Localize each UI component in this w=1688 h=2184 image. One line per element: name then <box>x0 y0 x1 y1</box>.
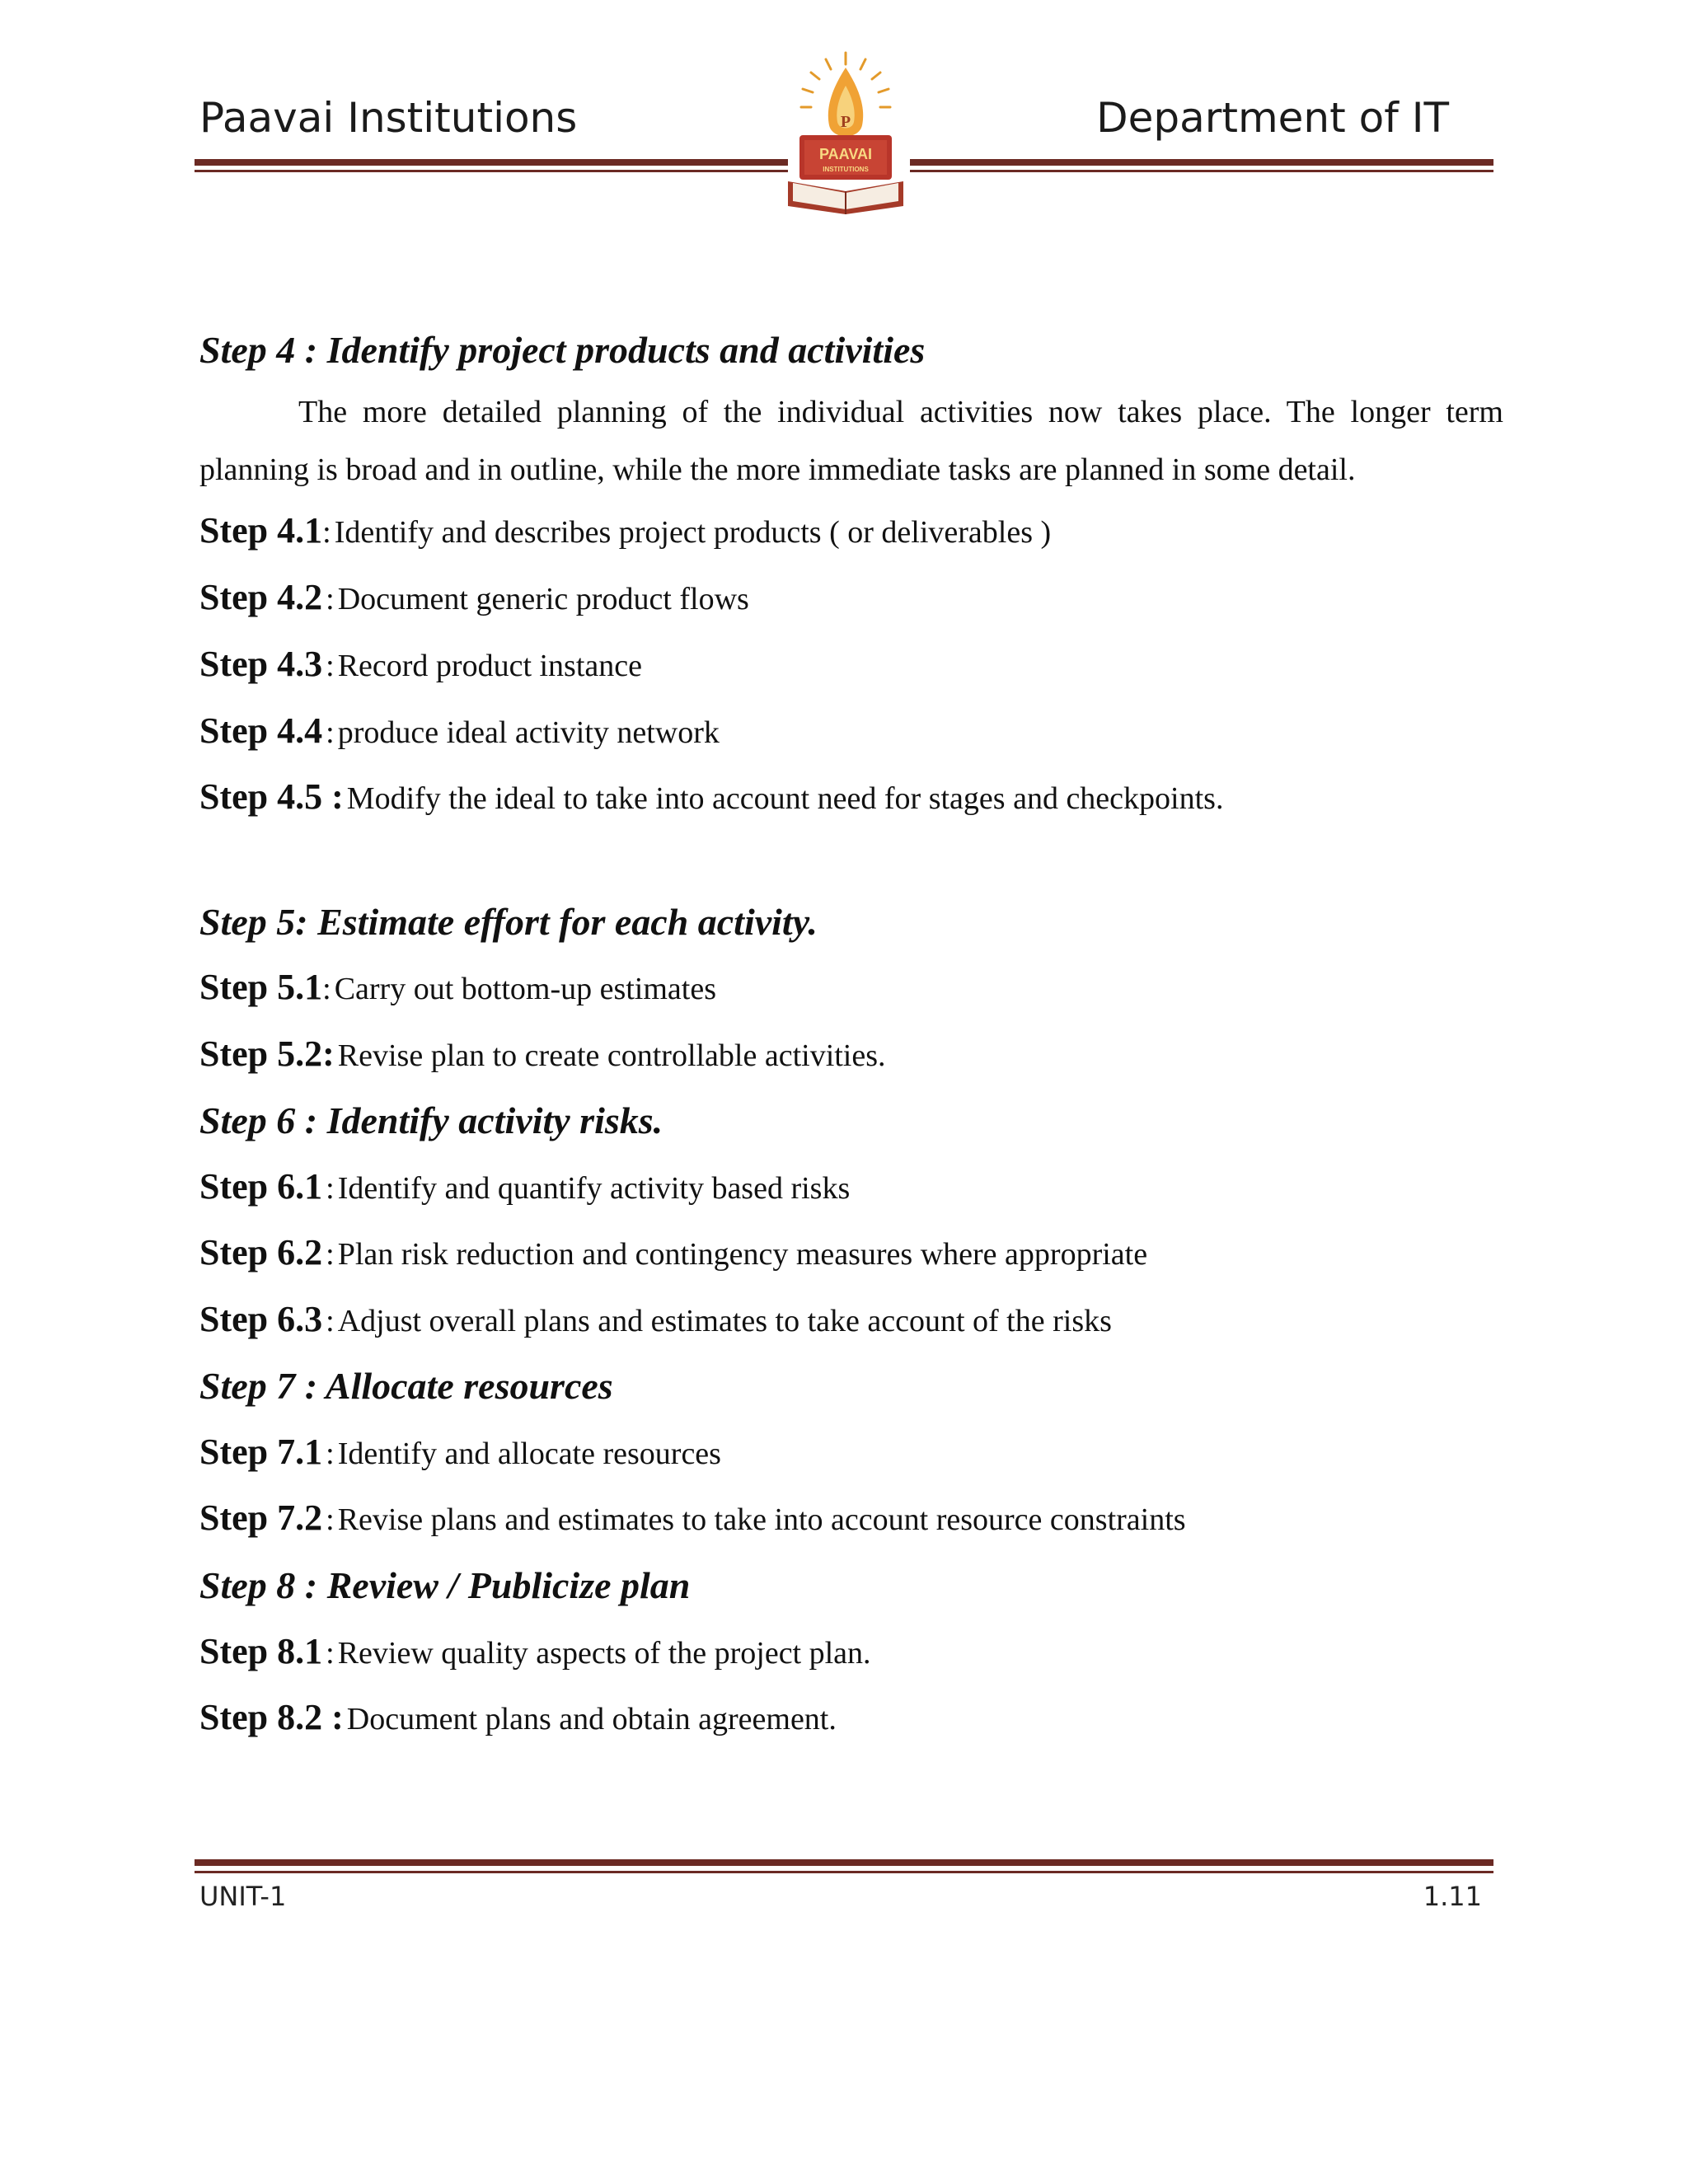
section-heading-step-5: Step 5: Estimate effort for each activity. <box>199 901 818 943</box>
step-separator: : <box>326 1636 335 1671</box>
step-text: Document generic product flows <box>337 582 749 616</box>
step-label: Step 7.2 <box>199 1497 323 1538</box>
step-item-4-5 <box>199 776 1224 817</box>
header-rule-left-thin <box>195 170 788 172</box>
step-item-5-2 <box>199 1033 886 1074</box>
step-item-7-1 <box>199 1434 721 1470</box>
logo-subtext: INSTITUTIONS <box>823 166 869 173</box>
step-item-8-1 <box>199 1633 871 1670</box>
header-rule-left-thick <box>195 159 788 166</box>
step-item-4-3 <box>199 646 642 682</box>
step-separator: : <box>326 1237 335 1272</box>
step-label: Step 5.1 <box>199 967 323 1007</box>
section-heading-step-4: Step 4 : Identify project products and activities <box>199 329 926 371</box>
step-separator: : <box>326 715 335 750</box>
step-label: Step 5.2: <box>199 1033 335 1074</box>
step-item-4-1 <box>199 510 1052 551</box>
step-item-7-2 <box>199 1497 1186 1538</box>
step-item-6-2 <box>199 1232 1148 1272</box>
step-item-6-3 <box>199 1301 1112 1338</box>
header-department-name: Department of IT <box>1096 94 1449 142</box>
step-separator: : <box>326 1502 335 1537</box>
step-item-4-2 <box>199 579 749 616</box>
step-text: Carry out bottom-up estimates <box>334 972 716 1006</box>
step-separator: : <box>322 515 331 550</box>
section-heading-step-8: Step 8 : Review / Publicize plan <box>199 1564 691 1606</box>
step-item-4-4 <box>199 710 720 751</box>
footer-unit-label: UNIT-1 <box>199 1881 287 1912</box>
paragraph-text: The more detailed planning of the individual activities now takes place. The longer term planning is broad and in outline, while the more immediate tasks are planned in some detail. <box>199 395 1503 487</box>
step-text: Revise plan to create controllable activities. <box>337 1038 886 1073</box>
step-separator: : <box>326 1436 335 1471</box>
step-label: Step 7.1 <box>199 1432 323 1472</box>
step-item-6-1 <box>199 1166 851 1207</box>
step-text: produce ideal activity network <box>337 715 720 750</box>
step-label: Step 8.2 : <box>199 1697 344 1737</box>
step-text: Modify the ideal to take into account need for stages and checkpoints. <box>346 781 1224 816</box>
step-item-8-2 <box>199 1699 837 1736</box>
step-text: Record product instance <box>337 649 642 683</box>
step-separator: : <box>326 1171 335 1206</box>
step-label: Step 6.1 <box>199 1166 323 1207</box>
step-label: Step 6.3 <box>199 1299 323 1339</box>
step-label: Step 6.2 <box>199 1232 323 1272</box>
step-text: Revise plans and estimates to take into account resource constraints <box>337 1502 1186 1537</box>
paavai-logo <box>780 49 912 218</box>
step-separator: : <box>326 582 335 616</box>
section-heading-step-6: Step 6 : Identify activity risks. <box>199 1099 663 1141</box>
step-text: Review quality aspects of the project plan. <box>337 1636 871 1671</box>
step-separator: : <box>322 972 331 1006</box>
step-label: Step 4.3 <box>199 644 323 684</box>
step-text: Identify and quantify activity based risks <box>337 1171 851 1206</box>
step-label: Step 4.2 <box>199 577 323 617</box>
step-label: Step 8.1 <box>199 1631 323 1671</box>
step-label: Step 4.1 <box>199 510 323 551</box>
section-heading-step-7: Step 7 : Allocate resources <box>199 1365 613 1407</box>
header-rule-right-thin <box>910 170 1493 172</box>
header-rule-right-thick <box>910 159 1493 166</box>
step-text: Adjust overall plans and estimates to take account of the risks <box>337 1304 1112 1338</box>
step-text: Plan risk reduction and contingency measures where appropriate <box>337 1237 1148 1272</box>
footer-rule-thick <box>195 1859 1493 1866</box>
step-separator: : <box>326 649 335 683</box>
step-label: Step 4.5 : <box>199 776 344 817</box>
step-separator: : <box>326 1304 335 1338</box>
header-institution-name: Paavai Institutions <box>199 94 578 142</box>
logo-text: PAAVAI <box>818 146 873 162</box>
step-label: Step 4.4 <box>199 710 323 751</box>
step-text: Identify and describes project products ( or deliverables ) <box>334 515 1052 550</box>
logo-letter: P <box>840 113 851 131</box>
footer-page-number: 1.11 <box>1423 1881 1482 1912</box>
step-item-5-1 <box>199 969 716 1005</box>
step-text: Identify and allocate resources <box>337 1436 721 1471</box>
section-paragraph-step-4 <box>199 383 1503 499</box>
step-text: Document plans and obtain agreement. <box>346 1702 837 1736</box>
footer-rule-thin <box>195 1871 1493 1873</box>
